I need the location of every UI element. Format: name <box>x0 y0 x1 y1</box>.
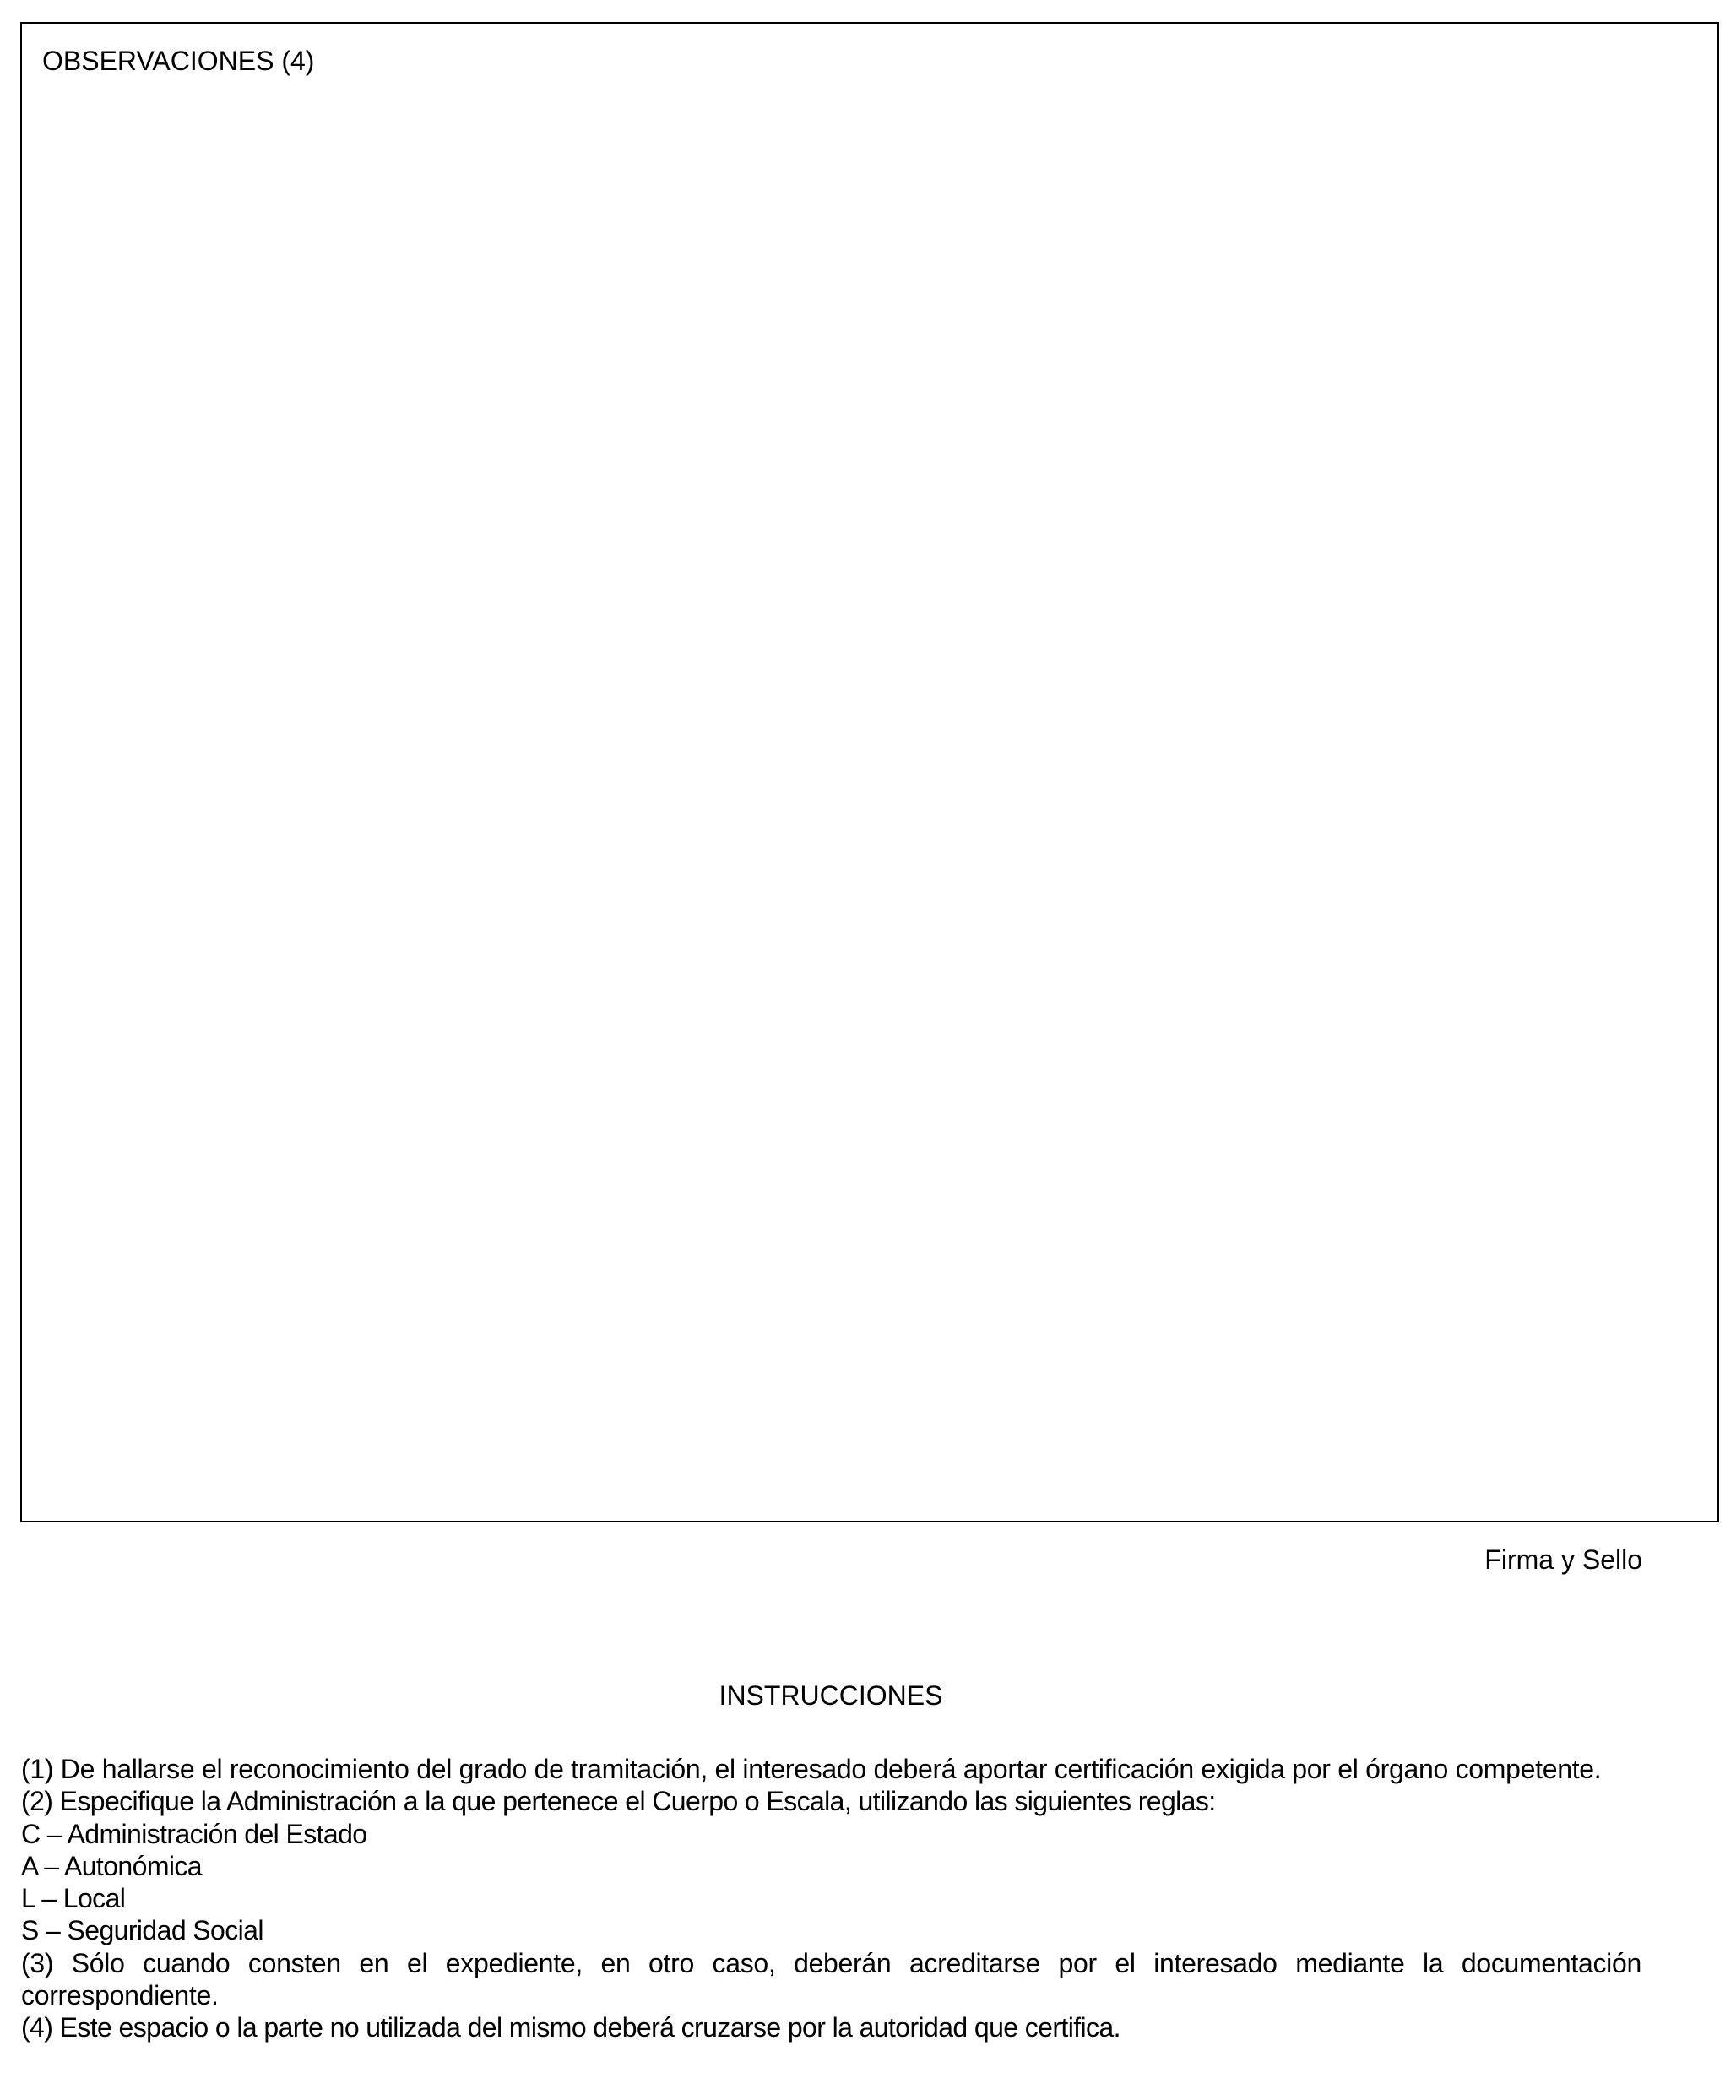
instruction-note-3: (3) Sólo cuando consten en el expediente, en otro caso, deberán acreditarse por el interesado mediante la documentación correspondiente. <box>21 1947 1641 2011</box>
rule-item-c: C – Administración del Estado <box>21 1818 367 1849</box>
rule-item-a: A – Autonómica <box>21 1850 202 1881</box>
observations-title: OBSERVACIONES (4) <box>42 46 315 76</box>
signature-label: Firma y Sello <box>1484 1544 1642 1575</box>
rule-item-s: S – Seguridad Social <box>21 1915 263 1946</box>
rule-item-l: L – Local <box>21 1883 126 1914</box>
instruction-note-4: (4) Este espacio o la parte no utilizada del mismo deberá cruzarse por la autoridad que certifica. <box>21 2012 1120 2043</box>
instructions-title: INSTRUCCIONES <box>719 1680 943 1711</box>
instruction-note-2: (2) Especifique la Administración a la que pertenece el Cuerpo o Escala, utilizando las siguientes reglas: <box>21 1786 1216 1817</box>
instruction-note-1: (1) De hallarse el reconocimiento del grado de tramitación, el interesado deberá aportar certificación exigida por el órgano competente. <box>21 1754 1602 1784</box>
instructions-list <box>21 1753 1641 2044</box>
observations-box <box>20 22 1719 1522</box>
